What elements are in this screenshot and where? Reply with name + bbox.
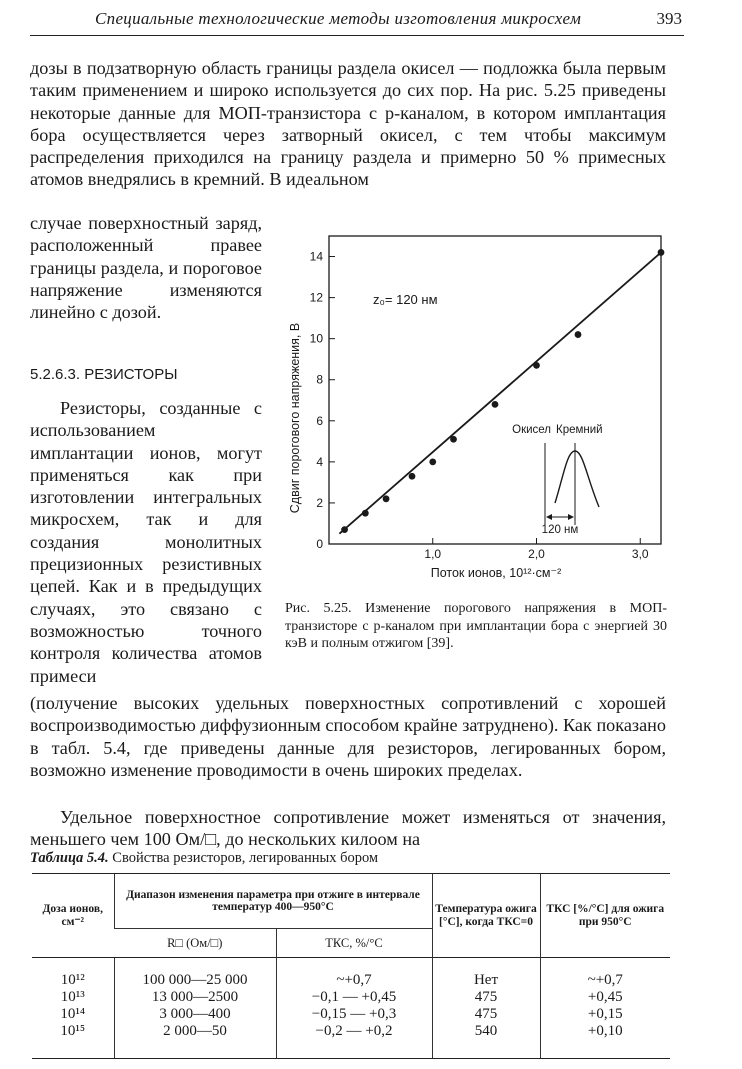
inset-profile-curve [555,451,599,507]
inset-oxide-label: Окисел [512,424,551,436]
y-tick-label: 14 [309,249,323,264]
table-cell-r: 3 000—400 [114,1006,276,1023]
data-point [383,495,390,502]
table-cell-r: 100 000—25 000 [114,958,276,990]
table-cell-dose: 10¹² [32,958,114,990]
table-cell-temp: 540 [432,1023,540,1059]
figure-5-25 [283,228,667,590]
y-tick-label: 4 [316,454,323,469]
y-axis-label: Сдвиг порогового напряжения, В [288,322,302,514]
table-cell-tkc: −0,15 — +0,3 [276,1006,432,1023]
inset-arrowhead-right [568,514,574,520]
x-tick-label: 2,0 [528,547,545,561]
header-dose: Доза ионов, см⁻² [32,874,114,958]
table-cell-tkc: −0,2 — +0,2 [276,1023,432,1059]
header-sheet-resistance: R□ (Ом/□) [114,929,276,958]
running-header [0,9,742,35]
running-title: Специальные технологические методы изготовления микросхем [95,9,582,28]
table-cell-r: 13 000—2500 [114,989,276,1006]
figure-caption: Рис. 5.25. Изменение порогового напряжения в МОП-транзисторе с p-каналом при имплантации бора с энергией 30 кэВ и полным отжигом [39]. [285,601,667,651]
data-point [450,436,457,443]
y-tick-label: 6 [316,413,323,428]
table-caption-text: Свойства резисторов, легированных бором [112,850,379,866]
table-cell-temp: Нет [432,958,540,990]
y-tick-label: 8 [316,372,323,387]
y-tick-label: 10 [309,331,323,346]
data-point [492,401,499,408]
section-heading: 5.2.6.3. РЕЗИСТОРЫ [30,366,178,383]
y-tick-label: 0 [316,537,323,551]
plot-frame [329,236,661,544]
page-number: 393 [656,9,682,28]
table-cell-dose: 10¹⁵ [32,1023,114,1059]
data-point [409,473,416,480]
paragraph-sheet-resistance: Удельное поверхностное сопротивление может изменяться от значения, меньшего чем 100 Ом/□, до нескольких килоом на [30,807,666,850]
inset-arrowhead-left [546,514,552,520]
table-cell-dose: 10¹⁴ [60,1006,86,1022]
paragraph-intro-continued: случае поверхностный заряд, расположенный правее границы раздела, и пороговое напряжение изменяются линейно с дозой. [30,213,262,323]
data-point [429,458,436,465]
data-point [341,526,348,533]
paragraph-intro: дозы в подзатворную область границы раздела окисел — подложка была первым таким применением и широко используется до сих пор. На рис. 5.25 приведены некоторые данные для МОП-транзистора с p-каналом, в котором имплантация бора осуществляется через затворный окисел, с тем чтобы максимум распределения приходился на границу раздела и примерно 50 % примесных атомов внедрялись в кремний. В идеальном [30,58,666,190]
data-point [658,249,665,256]
table-cell-tkc950: +0,10 [540,1023,670,1059]
table-cell-tkc950: +0,45 [540,989,670,1006]
header-anneal-temp: Температура ожига [°С], когда ТКС=0 [432,874,540,958]
table-row [32,1006,670,1023]
data-point [533,362,540,369]
y-tick-label: 12 [309,290,323,305]
resistor-properties-table [32,873,670,1059]
table-cell-temp: 475 [432,989,540,1006]
header-range: Диапазон изменения параметра при отжиге в интервале температур 400—950°С [114,874,432,929]
header-tkc-950: ТКС [%/°С] для ожига при 950°С [540,874,670,958]
inset-width-label: 120 нм [541,524,579,536]
y-tick-label: 2 [316,495,323,510]
table-cell-tkc950: ~+0,7 [540,958,670,990]
header-rule [30,35,684,36]
table-cell-temp: 475 [432,1006,540,1023]
x-axis-label: Поток ионов, 10¹²·см⁻² [430,566,562,580]
table-row [32,958,670,990]
table-row [32,989,670,1006]
header-tkc: ТКС, %/°С [276,929,432,958]
table-caption-label: Таблица 5.4. [30,850,109,866]
table-cell-tkc: −0,1 — +0,45 [276,989,432,1006]
data-point [362,510,369,517]
x-tick-label: 3,0 [631,547,649,561]
data-point [575,331,582,338]
paragraph-resistors: Резисторы, созданные с использованием имплантации ионов, могут применяться как при изготовлении интегральных микросхем, так и для создания монолитных прецизионных резистивных цепей. Как и в предыдущих случаях, это связано с возможностью точного контроля количества атомов примеси [30,398,262,686]
table-cell-tkc: ~+0,7 [276,958,432,990]
inset-silicon-label: Кремний [556,424,603,436]
depth-annotation: z₀= 120 нм [373,292,438,307]
paragraph-resistors-continued: (получение высоких удельных поверхностных сопротивлений с хорошей воспроизводимостью диффузионным способом крайне затруднено). Как показано в табл. 5.4, где приведены данные для резисторов, легированных бором, возможно изменение проводимости в очень широких пределах. [30,693,666,780]
threshold-shift-chart [283,228,667,590]
table-caption [30,850,378,867]
table-row [32,1023,670,1059]
table-cell-r: 2 000—50 [114,1023,276,1059]
table-cell-tkc950: +0,15 [540,1006,670,1023]
table-cell-dose: 10¹³ [60,989,85,1005]
x-tick-label: 1,0 [424,547,442,561]
